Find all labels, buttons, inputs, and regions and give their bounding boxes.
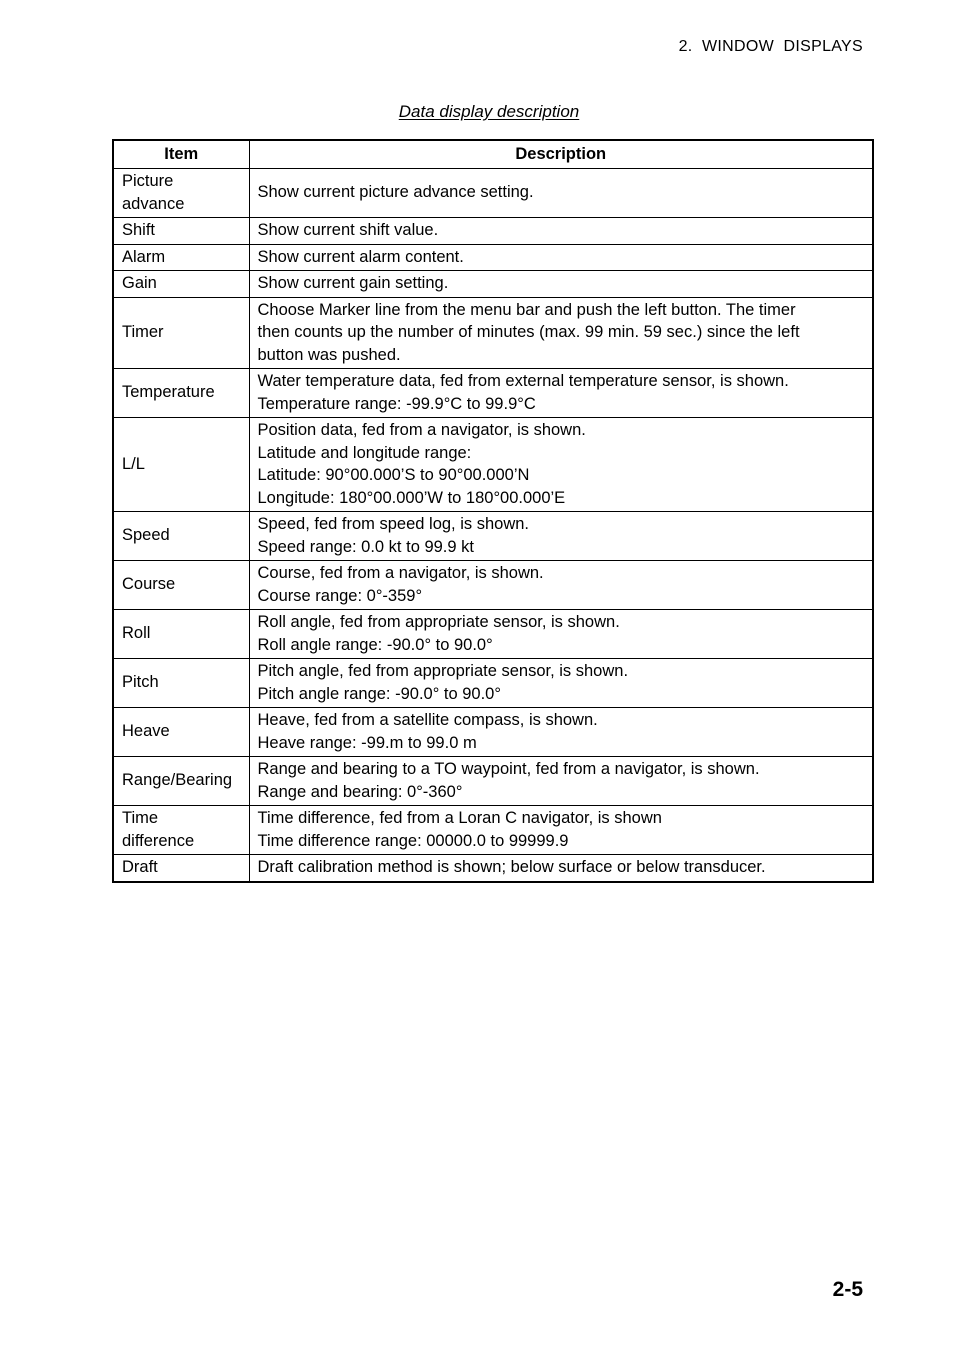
item-label: Speed [122,526,170,545]
description-line: Heave, fed from a satellite compass, is shown. [257,711,598,729]
table-row [113,369,873,418]
description-line: Show current picture advance setting. [257,183,534,202]
item-cell [113,512,249,561]
table-row [113,169,873,218]
item-label: Range/Bearing [122,771,233,790]
item-cell [113,297,249,369]
description-cell [249,218,873,245]
item-cell [113,418,249,512]
table-header-row [113,140,873,169]
item-cell [113,855,249,882]
description-line: Speed, fed from speed log, is shown. [257,515,529,533]
table-row [113,244,873,271]
description-cell [249,806,873,855]
description-line: Time difference, fed from a Loran C navigator, is shown [257,809,662,827]
description-line: Range and bearing: 0°-360° [257,782,463,801]
running-header: 2. WINDOW DISPLAYS [678,38,863,55]
table-row [113,418,873,512]
item-label: Gain [122,274,157,292]
table-row [113,659,873,708]
table-body [113,169,873,882]
item-label: Pitch [122,673,159,692]
description-line: Longitude: 180°00.000’W to 180°00.000’E [257,488,566,507]
table-row [113,855,873,882]
item-label: L/L [122,454,145,473]
description-line: Choose Marker line from the menu bar and push the left button. The timer [257,300,796,319]
description-cell [249,169,873,218]
description-line: Pitch angle, fed from appropriate sensor, is shown. [257,662,629,680]
description-cell [249,244,873,271]
item-label: Course [122,575,176,594]
description-cell [249,561,873,610]
description-line: Roll angle range: -90.0° to 90.0° [257,635,493,654]
item-cell [113,271,249,298]
table-row [113,610,873,659]
item-label: Alarm [122,247,166,266]
description-line: Heave range: -99.m to 99.0 m [257,733,477,752]
table-row [113,512,873,561]
page-number: 2-5 [832,1278,863,1301]
description-cell [249,297,873,369]
table-caption: Data display description [398,102,580,121]
table-row [113,218,873,245]
item-label: difference [122,831,195,850]
item-label: Draft [122,858,158,876]
description-line: Latitude and longitude range: [257,443,472,462]
description-line: Time difference range: 00000.0 to 99999.9 [257,831,569,850]
item-cell [113,659,249,708]
item-label: Roll [122,624,151,643]
item-cell [113,369,249,418]
description-line: Show current shift value. [257,221,439,239]
description-line: button was pushed. [257,345,401,364]
item-label: Timer [122,323,164,341]
item-cell [113,806,249,855]
item-label: Temperature [122,383,215,402]
item-cell [113,244,249,271]
description-cell [249,659,873,708]
description-line: Show current gain setting. [257,274,449,292]
item-cell [113,218,249,245]
description-line: Latitude: 90°00.000’S to 90°00.000’N [257,466,530,484]
table-row [113,561,873,610]
column-header-description: Description [249,140,873,169]
item-label: Picture [122,172,174,190]
description-line: Temperature range: -99.9°C to 99.9°C [257,394,536,413]
description-line: Water temperature data, fed from external temperature sensor, is shown. [257,372,789,390]
column-header-item: Item [113,140,249,169]
description-line: Range and bearing to a TO waypoint, fed from a navigator, is shown. [257,760,760,778]
description-cell [249,369,873,418]
table-row [113,708,873,757]
item-cell [113,708,249,757]
table-row [113,806,873,855]
description-line: Pitch angle range: -90.0° to 90.0° [257,684,501,703]
data-display-table [112,139,874,883]
description-cell [249,418,873,512]
description-cell [249,855,873,882]
description-line: then counts up the number of minutes (max. 99 min. 59 sec.) since the left [257,323,800,341]
item-cell [113,169,249,218]
description-line: Course range: 0°-359° [257,586,423,605]
item-label: Heave [122,722,170,741]
description-cell [249,757,873,806]
item-cell [113,757,249,806]
description-line: Show current alarm content. [257,247,464,266]
item-label: Shift [122,221,156,239]
item-cell [113,561,249,610]
table-row [113,271,873,298]
item-label: Time [122,809,159,827]
description-cell [249,610,873,659]
description-line: Course, fed from a navigator, is shown. [257,564,544,582]
item-cell [113,610,249,659]
description-cell [249,271,873,298]
description-cell [249,512,873,561]
description-line: Position data, fed from a navigator, is shown. [257,421,586,439]
description-line: Roll angle, fed from appropriate sensor, is shown. [257,613,620,631]
table-row [113,757,873,806]
description-line: Speed range: 0.0 kt to 99.9 kt [257,537,474,556]
description-line: Draft calibration method is shown; below surface or below transducer. [257,858,766,876]
item-label: advance [122,194,185,213]
table-row [113,297,873,369]
description-cell [249,708,873,757]
